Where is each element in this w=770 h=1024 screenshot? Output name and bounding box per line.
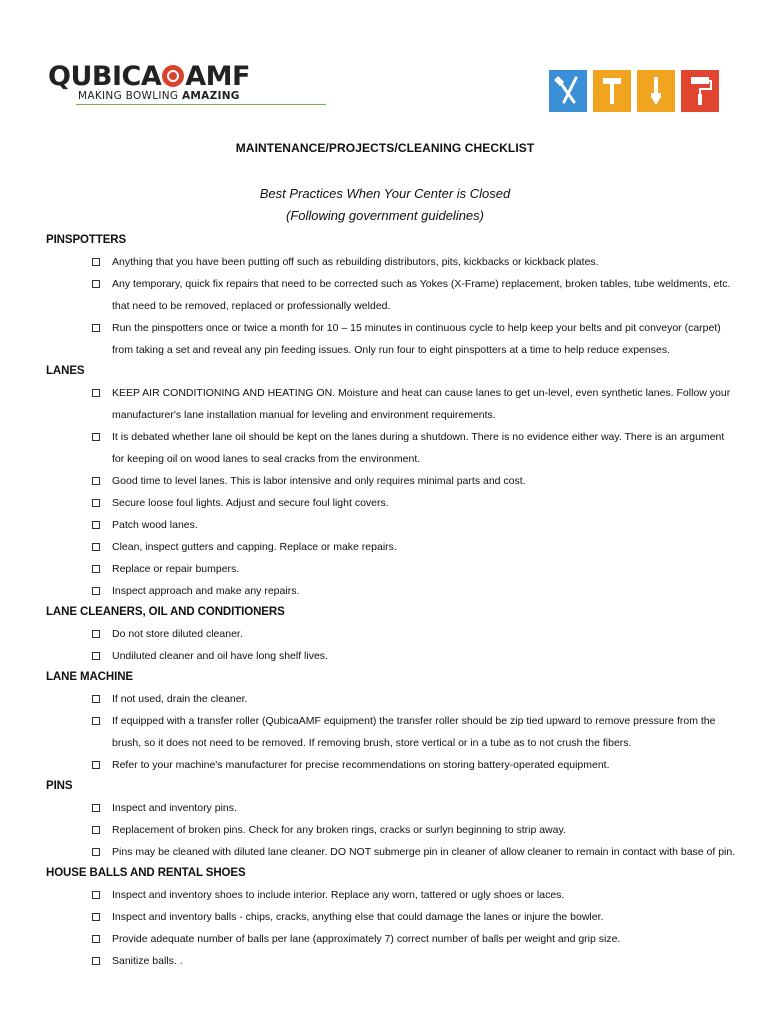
logo-divider xyxy=(76,104,326,105)
checkbox-icon[interactable] xyxy=(92,433,100,441)
checklist-item-text: It is debated whether lane oil should be kept on the lanes during a shutdown. There is no evidence either way. There is an argument for keeping oil on wood lanes to seal cracks from the environment. xyxy=(112,431,725,465)
wrench-screwdriver-icon xyxy=(549,70,587,112)
checklist-item xyxy=(46,819,736,841)
checklist-item-text: Undiluted cleaner and oil have long shelf lives. xyxy=(112,650,328,662)
hammer-icon xyxy=(593,70,631,112)
checklist-item-text: Anything that you have been putting off such as rebuilding distributors, pits, kickbacks or kickback plates. xyxy=(112,256,599,268)
checkbox-icon[interactable] xyxy=(92,280,100,288)
checklist-item xyxy=(46,623,736,645)
checklist-item xyxy=(46,382,736,426)
checklist-item-text: Run the pinspotters once or twice a month for 10 – 15 minutes in continuous cycle to help keep your belts and pit conveyor (carpet) from taking a set and reveal any pin feeding issues. Only run four to eight pinspotters at a time to help reduce expenses. xyxy=(112,322,721,356)
checklist-item xyxy=(46,580,736,602)
section-heading: LANE MACHINE xyxy=(46,671,133,683)
checklist-item xyxy=(46,841,736,863)
checklist-item-text: KEEP AIR CONDITIONING AND HEATING ON. Moisture and heat can cause lanes to get un-level, even synthetic lanes. Follow your manufacturer's lane installation manual for leveling and environment requirements. xyxy=(112,387,731,421)
checkbox-icon[interactable] xyxy=(92,717,100,725)
section-heading: PINSPOTTERS xyxy=(46,234,127,246)
checkbox-icon[interactable] xyxy=(92,935,100,943)
checklist-item xyxy=(46,884,736,906)
checkbox-icon[interactable] xyxy=(92,761,100,769)
checkbox-icon[interactable] xyxy=(92,957,100,965)
section-heading: LANES xyxy=(46,365,85,377)
checklist-item-text: If not used, drain the cleaner. xyxy=(112,693,248,705)
checklist-item-text: Inspect and inventory pins. xyxy=(112,802,237,814)
checklist-item xyxy=(46,536,736,558)
checklist-item-text: Inspect and inventory balls - chips, cracks, anything else that could damage the lanes or injure the bowler. xyxy=(112,911,604,923)
brush-icon xyxy=(637,70,675,112)
checklist-item-text: Do not store diluted cleaner. xyxy=(112,628,243,640)
checklist-item xyxy=(46,645,736,667)
checklist xyxy=(46,230,736,972)
checklist-item xyxy=(46,797,736,819)
checklist-item-text: Refer to your machine's manufacturer for precise recommendations on storing battery-operated equipment. xyxy=(112,759,610,771)
section-heading: PINS xyxy=(46,780,73,792)
checkbox-icon[interactable] xyxy=(92,587,100,595)
document-subtitle-note: (Following government guidelines) xyxy=(286,208,484,223)
checkbox-icon[interactable] xyxy=(92,630,100,638)
checklist-item xyxy=(46,273,736,317)
checklist-item xyxy=(46,317,736,361)
checklist-item xyxy=(46,950,736,972)
checklist-item-text: Replace or repair bumpers. xyxy=(112,563,240,575)
checkbox-icon[interactable] xyxy=(92,324,100,332)
checklist-item xyxy=(46,754,736,776)
checkbox-icon[interactable] xyxy=(92,258,100,266)
checklist-item xyxy=(46,492,736,514)
checklist-item xyxy=(46,710,736,754)
checkbox-icon[interactable] xyxy=(92,913,100,921)
logo-wordmark: QUBICA AMF xyxy=(48,61,250,92)
checklist-item xyxy=(46,928,736,950)
checkbox-icon[interactable] xyxy=(92,477,100,485)
checkbox-icon[interactable] xyxy=(92,826,100,834)
checkbox-icon[interactable] xyxy=(92,521,100,529)
checkbox-icon[interactable] xyxy=(92,389,100,397)
section-heading: LANE CLEANERS, OIL AND CONDITIONERS xyxy=(46,606,285,618)
checklist-item xyxy=(46,688,736,710)
checklist-item-text: Secure loose foul lights. Adjust and secure foul light covers. xyxy=(112,497,389,509)
section-heading: HOUSE BALLS AND RENTAL SHOES xyxy=(46,867,246,879)
checkbox-icon[interactable] xyxy=(92,695,100,703)
checklist-item-text: Patch wood lanes. xyxy=(112,519,198,531)
checklist-item xyxy=(46,514,736,536)
checklist-item-text: Clean, inspect gutters and capping. Replace or make repairs. xyxy=(112,541,397,553)
company-logo xyxy=(48,62,283,106)
checkbox-icon[interactable] xyxy=(92,848,100,856)
checkbox-icon[interactable] xyxy=(92,543,100,551)
paint-roller-icon xyxy=(681,70,719,112)
checklist-item-text: If equipped with a transfer roller (QubicaAMF equipment) the transfer roller should be zip tied upward to remove pressure from the brush, so it does not need to be removed. If removing brush, store vertical or in a tube as to not crush the fibers. xyxy=(112,715,716,749)
checklist-item-text: Inspect and inventory shoes to include interior. Replace any worn, tattered or ugly shoes or laces. xyxy=(112,889,565,901)
checklist-item xyxy=(46,251,736,273)
checkbox-icon[interactable] xyxy=(92,499,100,507)
checklist-item xyxy=(46,470,736,492)
checklist-item-text: Inspect approach and make any repairs. xyxy=(112,585,300,597)
checkbox-icon[interactable] xyxy=(92,891,100,899)
checklist-item-text: Pins may be cleaned with diluted lane cleaner. DO NOT submerge pin in cleaner of allow cleaner to remain in contact with base of pin. xyxy=(112,846,736,858)
checklist-item-text: Any temporary, quick fix repairs that need to be corrected such as Yokes (X-Frame) replacement, broken tables, tube weldments, etc. that need to be removed, replaced or professionally welded. xyxy=(112,278,731,312)
document-subtitle: Best Practices When Your Center is Closed xyxy=(259,186,511,201)
checklist-item-text: Provide adequate number of balls per lane (approximately 7) correct number of balls per weight and grip size. xyxy=(112,933,621,945)
checklist-item xyxy=(46,558,736,580)
checklist-item xyxy=(46,906,736,928)
checkbox-icon[interactable] xyxy=(92,804,100,812)
checkbox-icon[interactable] xyxy=(92,565,100,573)
document-title: MAINTENANCE/PROJECTS/CLEANING CHECKLIST xyxy=(235,141,535,155)
checklist-item-text: Sanitize balls. . xyxy=(112,955,183,967)
checklist-item xyxy=(46,426,736,470)
checklist-item-text: Replacement of broken pins. Check for any broken rings, cracks or surlyn beginning to strip away. xyxy=(112,824,566,836)
checklist-item-text: Good time to level lanes. This is labor intensive and only requires minimal parts and cost. xyxy=(112,475,526,487)
logo-tagline: MAKING BOWLING AMAZING xyxy=(78,90,240,102)
bowling-ball-icon xyxy=(162,65,184,87)
tool-icon-tiles xyxy=(549,70,724,112)
checkbox-icon[interactable] xyxy=(92,652,100,660)
